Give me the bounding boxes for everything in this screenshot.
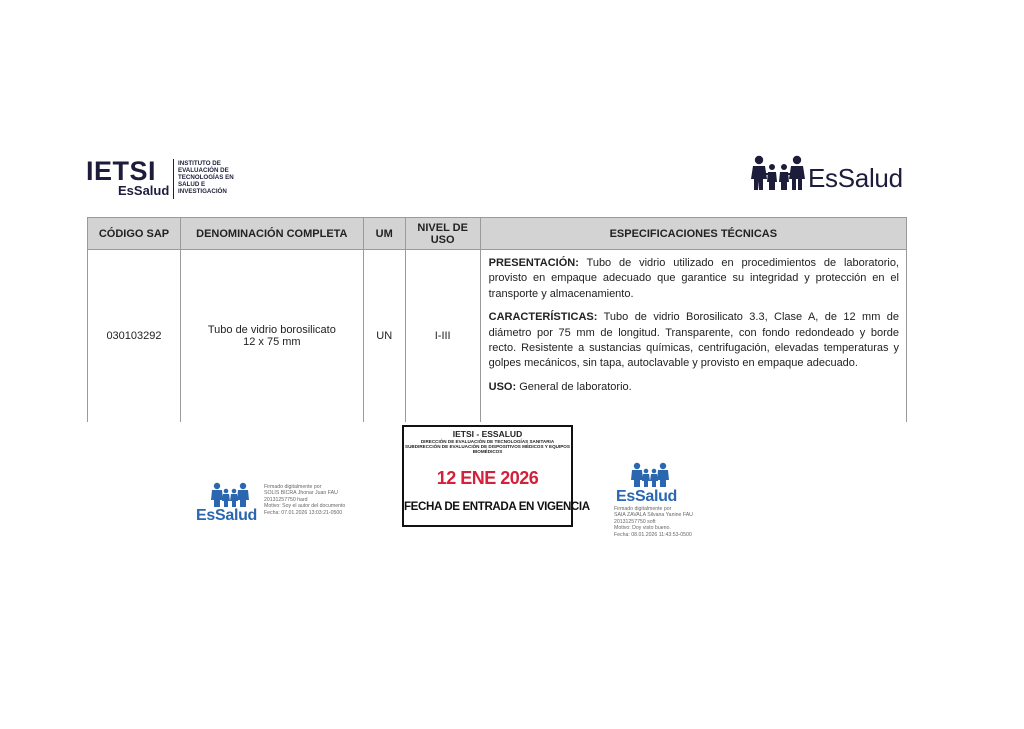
spec-presentacion-text: Tubo de vidrio utilizado en procedimientos de laboratorio, provisto en empaque adecuado que garantice su integridad y protección en el transporte y almacenamiento.	[488, 257, 899, 300]
essalud-brand-text: EsSalud	[808, 163, 903, 193]
signature-line: SOLIS BICRA Jhonar Juan FAU	[264, 490, 338, 497]
signature-left-logo-text: EsSalud	[196, 507, 258, 524]
family-icon	[750, 155, 806, 193]
cell-codigo-sap: 030103292	[88, 250, 181, 423]
validity-stamp	[402, 425, 590, 527]
header-denominacion: DENOMINACIÓN COMPLETA	[180, 218, 363, 250]
denominacion-line: 12 x 75 mm	[243, 336, 301, 348]
signature-line: Fecha: 08.01.2026 11:43:53-0500	[614, 531, 692, 538]
ietsi-line: SALUD E	[178, 181, 206, 189]
denominacion-line: Tubo de vidrio borosilicato	[207, 324, 336, 336]
ietsi-divider	[173, 159, 174, 199]
specifications-table	[87, 217, 907, 422]
ietsi-institute-lines	[178, 160, 234, 195]
stamp-subtitle: SUBDIRECCIÓN DE EVALUACIÓN DE DISPOSITIVOS MÉDICOS Y EQUIPOS BIOMÉDICOS	[405, 444, 570, 455]
digital-signature-left	[196, 482, 376, 526]
spec-uso	[489, 380, 899, 395]
signature-line: Firmado digitalmente por	[614, 506, 672, 512]
signature-left-details	[264, 484, 345, 516]
cell-um: UN	[363, 250, 405, 423]
ietsi-logo	[86, 158, 236, 202]
stamp-footer: FECHA DE ENTRADA EN VIGENCIA	[404, 499, 590, 513]
header-especificaciones: ESPECIFICACIONES TÉCNICAS	[480, 218, 906, 250]
ietsi-line: EVALUACIÓN DE	[178, 167, 229, 175]
signature-line: 20131257750 hard	[264, 496, 308, 503]
spec-presentacion	[489, 256, 899, 302]
signature-line: 20131257750 soft	[614, 518, 656, 525]
ietsi-line: INSTITUTO DE	[178, 160, 221, 167]
signature-line: Firmado digitalmente por	[264, 484, 322, 490]
signature-line: Fecha: 07.01.2026 13:03:21-0500	[264, 509, 343, 516]
stamp-date: 12 ENE 2026	[436, 467, 539, 488]
header-codigo-sap: CÓDIGO SAP	[88, 218, 181, 250]
signature-line: SAIA ZAVALA Silvana Yanine FAU	[614, 512, 693, 519]
table-row	[88, 250, 907, 423]
family-icon	[210, 482, 250, 508]
spec-caracteristicas	[489, 310, 899, 372]
signature-line: Motivo: Soy el autor del documento	[264, 503, 346, 510]
cell-especificaciones	[480, 250, 906, 423]
ietsi-essalud-sub: EsSalud	[118, 183, 170, 198]
header-um: UM	[363, 218, 405, 250]
stamp-subtitle: DIRECCIÓN DE EVALUACIÓN DE TECNOLOGÍAS SANITARIA	[420, 439, 555, 444]
cell-denominacion	[180, 250, 363, 423]
signature-right-details	[614, 506, 693, 538]
stamp-title: IETSI - ESSALUD	[452, 429, 523, 439]
digital-signature-right	[612, 462, 722, 544]
cell-nivel-uso: I-III	[405, 250, 480, 423]
signature-right-logo-text: EsSalud	[616, 488, 678, 505]
spec-uso-text: General de laboratorio.	[519, 380, 632, 393]
header-nivel-uso: NIVEL DE USO	[405, 218, 480, 250]
spec-caracteristicas-text: Tubo de vidrio Borosilicato 3.3, Clase A, de 12 mm de diámetro por 75 mm de longitud. Transparente, con fondo redondeado y borde recto. Resistente a sustancias químicas, centrifugación, elevadas temperaturas y golpes mecánicos, sin tapa, autoclavable y provisto en empaque adecuado.	[488, 311, 899, 370]
ietsi-line: INVESTIGACIÓN	[178, 188, 227, 196]
essalud-header-logo	[750, 155, 910, 195]
spec-presentacion-label: PRESENTACIÓN:	[488, 257, 579, 269]
ietsi-line: TECNOLOGÍAS EN	[178, 174, 234, 182]
signature-line: Motivo: Doy visto bueno.	[614, 525, 671, 532]
family-icon	[630, 462, 670, 488]
ietsi-acronym: IETSI	[86, 156, 157, 186]
table-header-row	[88, 218, 907, 250]
spec-caracteristicas-label: CARACTERÍSTICAS:	[488, 311, 598, 324]
spec-uso-label: USO:	[488, 380, 517, 393]
